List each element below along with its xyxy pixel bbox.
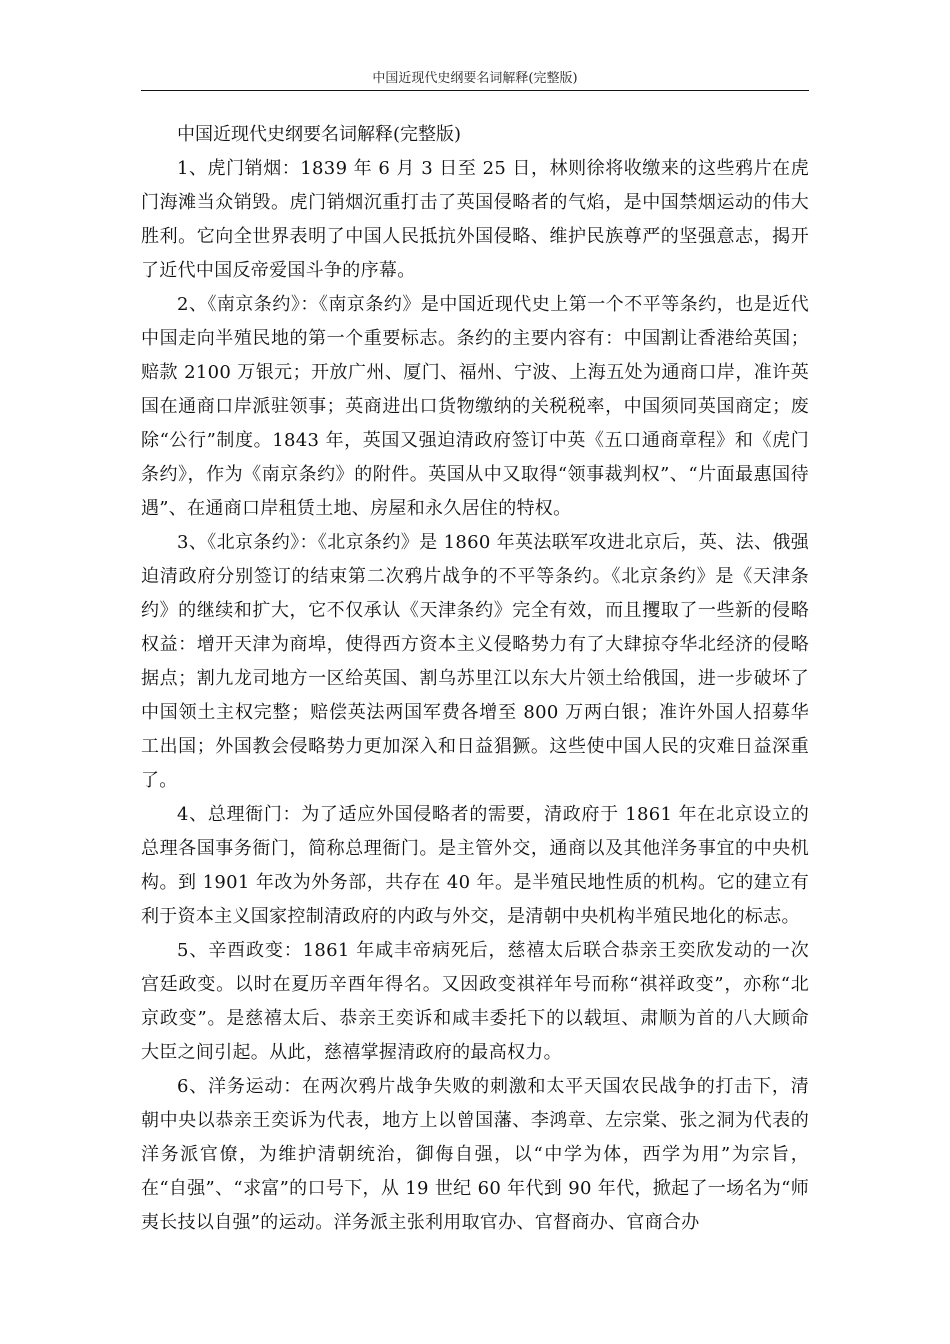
header-divider xyxy=(141,90,809,91)
paragraph-xinyou-coup: 5、辛酉政变：1861 年咸丰帝病死后，慈禧太后联合恭亲王奕欣发动的一次宫廷政变。以时在夏历辛酉年得名。又因政变祺祥年号而称“祺祥政变”，亦称“北京政变”。是慈禧太后、恭亲王奕诉和咸丰委托下的以载垣、肃顺为首的八大顾命大臣之间引起。从此，慈禧掌握清政府的最高权力。 xyxy=(141,940,809,1063)
document-title: 中国近现代史纲要名词解释(完整版) xyxy=(177,124,462,145)
paragraph-self-strengthening-movement: 6、洋务运动：在两次鸦片战争失败的刺激和太平天国农民战争的打击下，清朝中央以恭亲王奕诉为代表，地方上以曾国藩、李鸿章、左宗棠、张之洞为代表的洋务派官僚，为维护清朝统治，御侮自强，以“中学为体，西学为用”为宗旨，在“自强”、“求富”的口号下，从 19 世纪 60 年代到 90 年代，掀起了一场名为“师夷长技以自强”的运动。洋务派主张利用取官办、官督商办、官商合办 xyxy=(141,1076,809,1233)
document-body xyxy=(141,118,809,1240)
paragraph-treaty-of-nanjing: 2、《南京条约》：《南京条约》是中国近现代史上第一个不平等条约，也是近代中国走向半殖民地的第一个重要标志。条约的主要内容有：中国割让香港给英国；赔款 2100 万银元；开放广州、厦门、福州、宁波、上海五处为通商口岸，准许英国在通商口岸派驻领事；英商进出口货物缴纳的关税税率，中国须同英国商定；废除“公行”制度。1843 年，英国又强迫清政府签订中英《五口通商章程》和《虎门条约》，作为《南京条约》的附件。英国从中又取得“领事裁判权”、“片面最惠国待遇”、在通商口岸租赁土地、房屋和永久居住的特权。 xyxy=(141,294,809,519)
paragraph-zongli-yamen: 4、总理衙门：为了适应外国侵略者的需要，清政府于 1861 年在北京设立的总理各国事务衙门，简称总理衙门。是主管外交，通商以及其他洋务事宜的中央机构。到 1901 年改为外务部，共存在 40 年。是半殖民地性质的机构。它的建立有利于资本主义国家控制清政府的内政与外交，是清朝中央机构半殖民地化的标志。 xyxy=(141,804,809,927)
paragraph-humen-opium-destruction: 1、虎门销烟：1839 年 6 月 3 日至 25 日，林则徐将收缴来的这些鸦片在虎门海滩当众销毁。虎门销烟沉重打击了英国侵略者的气焰，是中国禁烟运动的伟大胜利。它向全世界表明了中国人民抵抗外国侵略、维护民族尊严的坚强意志，揭开了近代中国反帝爱国斗争的序幕。 xyxy=(141,158,809,281)
running-header: 中国近现代史纲要名词解释(完整版) xyxy=(372,71,578,86)
paragraph-convention-of-beijing: 3、《北京条约》：《北京条约》是 1860 年英法联军攻进北京后，英、法、俄强迫清政府分别签订的结束第二次鸦片战争的不平等条约。《北京条约》是《天津条约》的继续和扩大，它不仅承认《天津条约》完全有效，而且攫取了一些新的侵略权益：增开天津为商埠，使得西方资本主义侵略势力有了大肆掠夺华北经济的侵略据点；割九龙司地方一区给英国、割乌苏里江以东大片领土给俄国，进一步破坏了中国领土主权完整；赔偿英法两国军费各增至 800 万两白银；准许外国人招募华工出国；外国教会侵略势力更加深入和日益猖獗。这些使中国人民的灾难日益深重了。 xyxy=(141,532,809,791)
